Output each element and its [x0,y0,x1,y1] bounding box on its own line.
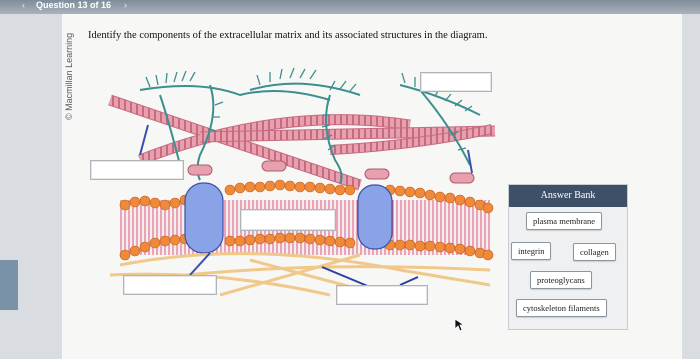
drop-box-4[interactable] [123,275,217,295]
chevron-right-icon[interactable]: › [124,0,127,10]
question-prompt: Identify the components of the extracellular matrix and its associated structures in the diagram. [88,30,488,41]
drop-box-5[interactable] [336,285,428,305]
answer-chip-proteoglycans[interactable]: proteoglycans [530,271,592,289]
top-bar [0,0,700,14]
answer-chip-plasma-membrane[interactable]: plasma membrane [526,212,602,230]
answer-chip-cytoskeleton-filaments[interactable]: cytoskeleton filaments [516,299,607,317]
question-counter: Question 13 of 16 [36,0,112,10]
ecm-diagram [100,65,500,310]
mouse-cursor-icon [454,318,464,332]
drop-box-3[interactable] [240,209,336,231]
answer-bank-title: Answer Bank [509,185,627,207]
chevron-left-icon[interactable]: ‹ [22,0,25,10]
side-tab[interactable] [0,260,18,310]
copyright-notice: © Macmillan Learning [64,32,74,120]
answer-chip-integrin[interactable]: integrin [511,242,551,260]
drop-box-2[interactable] [90,160,184,180]
answer-chip-collagen[interactable]: collagen [573,243,616,261]
drop-box-1[interactable] [420,72,492,92]
